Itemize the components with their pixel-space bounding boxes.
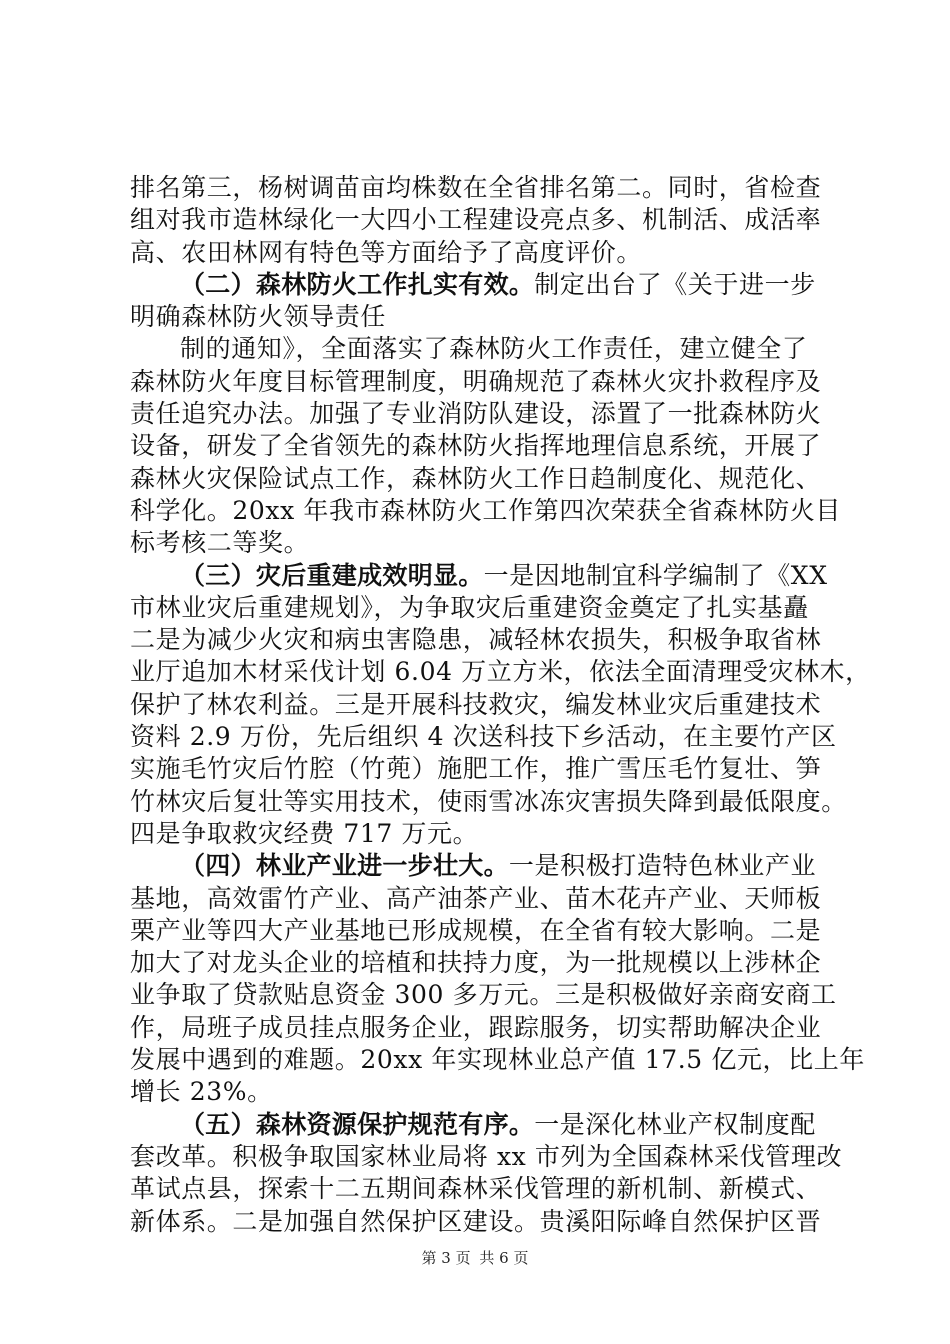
line-text: 发展中遇到的难题。20xx 年实现林业总产值 17.5 亿元，比上年 [130,1045,865,1075]
text-line [130,1173,832,1205]
line-text: 森林火灾保险试点工作，森林防火工作日趋制度化、规范化、 [130,463,822,493]
line-text: 一是因地制宜科学编制了《XX [483,560,828,590]
text-line [130,398,832,430]
section-heading-line [130,850,832,882]
line-text: 制定出台了《关于进一步 [534,269,816,299]
section-heading-line [130,269,832,301]
text-line [130,1044,865,1076]
text-line [130,430,832,462]
line-text: 排名第三，杨树调苗亩均株数在全省排名第二。同时，省检查 [130,173,822,202]
text-line [130,721,837,753]
line-text: 一是深化林业产权制度配 [534,1109,816,1139]
section-heading: （五）森林资源保护规范有序。 [180,1109,535,1139]
line-text: 实施毛竹灾后竹腔（竹蔸）施肥工作，推广雪压毛竹复壮、笋 [130,754,822,784]
page-number: 第 3 页 [421,1249,471,1267]
text-line [130,979,837,1011]
text-line [130,947,832,979]
line-text: 套改革。积极争取国家林业局将 xx 市列为全国森林采伐管理改 [130,1141,843,1171]
text-line [130,689,832,721]
line-text: 制的通知》，全面落实了森林防火工作责任，建立健全了 [180,334,808,364]
section-heading: （三）灾后重建成效明显。 [180,560,484,590]
page-total: 共 6 页 [479,1249,529,1267]
line-text: 保护了林农利益。三是开展科技救灾，编发林业灾后重建技术 [130,689,822,719]
line-text: 一是积极打造特色林业产业 [508,851,817,881]
text-line [130,204,832,236]
line-text: 增长 23%。 [130,1077,273,1107]
text-line [130,495,841,527]
section-heading-line [130,1109,832,1141]
text-line [130,915,832,947]
text-line [130,1012,832,1044]
text-line [130,883,832,915]
line-text: 四是争取救灾经费 717 万元。 [130,818,479,848]
line-text: 市林业灾后重建规划》，为争取灾后重建资金奠定了扎实基矗 [130,592,809,622]
text-line [130,786,847,818]
line-text: 组对我市造林绿化一大四小工程建设亮点多、机制活、成活率 [130,205,822,235]
line-text: 高、农田林网有特色等方面给予了高度评价。 [130,237,643,267]
text-line [130,656,871,688]
line-text: 基地，高效雷竹产业、高产油茶产业、苗木花卉产业、天师板 [130,883,822,913]
text-line [130,333,832,365]
line-text: 二是为减少火灾和病虫害隐患，减轻林农损失，积极争取省林 [130,625,822,655]
text-line [130,366,832,398]
text-line [130,463,832,495]
section-heading-line [130,560,832,592]
text-line [130,818,832,850]
line-text: 栗产业等四大产业基地已形成规模，在全省有较大影响。二是 [130,915,822,945]
line-text: 设备，研发了全省领先的森林防火指挥地理信息系统，开展了 [130,431,822,461]
line-text: 业厅追加木材采伐计划 6.04 万立方米，依法全面清理受灾林木， [130,657,871,687]
text-line [130,1141,843,1173]
text-line [130,527,832,559]
section-heading: （四）林业产业进一步壮大。 [180,851,509,881]
line-text: 新体系。二是加强自然保护区建设。贵溪阳际峰自然保护区晋 [130,1206,822,1236]
text-line [130,592,832,624]
text-line [130,1076,832,1108]
line-text: 标考核二等奖。 [130,528,310,558]
text-line [130,624,832,656]
line-text: 革试点县，探索十二五期间森林采伐管理的新机制、新模式、 [130,1174,822,1204]
line-text: 明确森林防火领导责任 [130,302,387,332]
text-line [130,753,832,785]
text-line [130,237,832,269]
text-line [130,172,832,204]
line-text: 作，局班子成员挂点服务企业，跟踪服务，切实帮助解决企业 [130,1012,822,1042]
line-text: 业争取了贷款贴息资金 300 多万元。三是积极做好亲商安商工 [130,980,837,1010]
section-heading: （二）森林防火工作扎实有效。 [180,269,535,299]
line-text: 森林防火年度目标管理制度，明确规范了森林火灾扑救程序及 [130,366,822,396]
document-body [130,172,871,1238]
line-text: 资料 2.9 万份，先后组织 4 次送科技下乡活动，在主要竹产区 [130,722,837,752]
page-footer [0,1247,950,1268]
line-text: 竹林灾后复壮等实用技术，使雨雪冰冻灾害损失降到最低限度。 [130,786,847,816]
line-text: 加大了对龙头企业的培植和扶持力度，为一批规模以上涉林企 [130,948,822,978]
line-text: 科学化。20xx 年我市森林防火工作第四次荣获全省森林防火目 [130,495,841,525]
text-line [130,301,832,333]
line-text: 责任追究办法。加强了专业消防队建设，添置了一批森林防火 [130,399,822,429]
text-line [130,1206,832,1238]
